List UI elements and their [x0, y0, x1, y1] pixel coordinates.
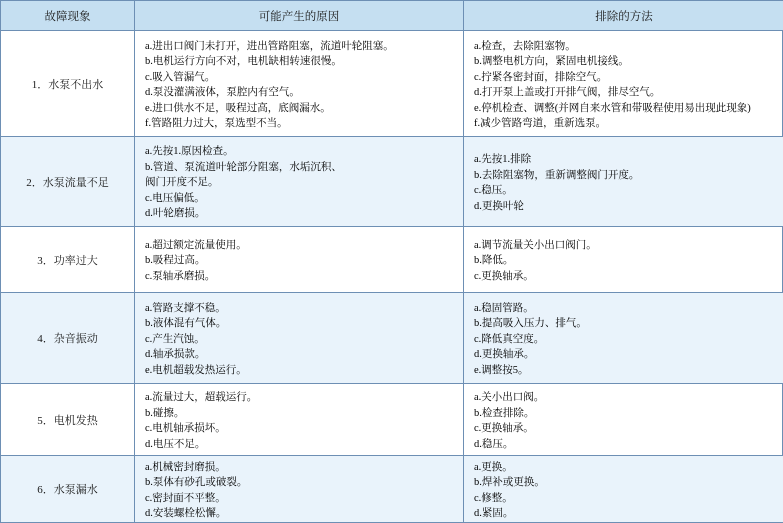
header-fault: 故障现象 — [1, 1, 135, 31]
list-item: c.更换轴承。 — [474, 423, 534, 434]
list-item: a.进出口阀门未打开，进出管路阻塞，流道叶轮阻塞。 — [145, 40, 394, 52]
list-item: b.液体混有气体。 — [145, 318, 227, 330]
list-item: b.降低。 — [474, 255, 514, 267]
list-item: c.密封面不平整。 — [145, 492, 226, 504]
causes-cell — [135, 137, 464, 227]
list-item: b.吸程过高。 — [145, 255, 206, 267]
list-item: a.先按1.排除 — [474, 154, 532, 165]
fixes-cell — [464, 31, 783, 137]
list-item: b.电机运行方向不对，电机缺相转速很慢。 — [145, 56, 342, 67]
fixes-cell — [464, 456, 783, 522]
list-item: b.提高吸入压力、排气。 — [474, 318, 587, 330]
fault-cell: 4．杂音振动 — [1, 293, 135, 384]
list-item: a.管路支撑不稳。 — [145, 302, 226, 314]
list-item: d.稳压。 — [474, 438, 514, 450]
list-item: d.叶轮磨损。 — [145, 208, 206, 220]
fixes-cell — [464, 227, 783, 293]
list-item: b.泵体有砂孔或破裂。 — [145, 477, 248, 488]
list-item: d.打开泵上盖或打开排气阀，排尽空气。 — [474, 87, 661, 98]
list-item: c.电压偏低。 — [145, 192, 205, 204]
list-item: c.电机轴承损坏。 — [145, 423, 226, 434]
list-item: d.更换叶轮 — [474, 200, 524, 212]
fault-cell: 2．水泵流量不足 — [1, 137, 135, 227]
causes-cell — [135, 227, 464, 293]
list-item: 阀门开度不足。 — [145, 177, 219, 189]
header-fixes: 排除的方法 — [464, 1, 783, 31]
list-item: d.电压不足。 — [145, 438, 206, 450]
fault-cell: 3．功率过大 — [1, 227, 135, 293]
header-causes: 可能产生的原因 — [135, 1, 464, 31]
list-item: c.泵轴承磨损。 — [145, 270, 216, 282]
list-item: c.拧紧各密封面，排除空气。 — [474, 71, 608, 83]
fixes-cell — [464, 137, 783, 227]
list-item: a.流量过大，超载运行。 — [145, 392, 258, 403]
list-item: e.进口供水不足，吸程过高，底阀漏水。 — [145, 102, 331, 114]
list-item: b.去除阻塞物，重新调整阀门开度。 — [474, 169, 640, 181]
list-item: b.管道、泵流道叶轮部分阻塞，水垢沉积、 — [145, 161, 342, 173]
list-item: f.管路阻力过大，泵选型不当。 — [145, 118, 288, 129]
list-item: b.检查排除。 — [474, 407, 535, 419]
fault-cell: 6．水泵漏水 — [1, 456, 135, 522]
causes-cell — [135, 293, 464, 384]
list-item: a.调节流量关小出口阀门。 — [474, 239, 597, 251]
list-item: a.关小出口阀。 — [474, 392, 545, 403]
list-item: c.修整。 — [474, 492, 513, 504]
list-item: a.稳固管路。 — [474, 302, 534, 314]
list-item: e.电机超载发热运行。 — [145, 364, 247, 376]
list-item: a.机械密封磨损。 — [145, 461, 226, 473]
list-item: f.减少管路弯道，重新选泵。 — [474, 118, 607, 129]
list-item: d.紧固。 — [474, 508, 514, 519]
list-item: c.更换轴承。 — [474, 270, 534, 282]
list-item: c.降低真空度。 — [474, 333, 545, 345]
fixes-cell — [464, 384, 783, 456]
list-item: a.检查，去除阻塞物。 — [474, 40, 576, 52]
fault-cell: 1．水泵不出水 — [1, 31, 135, 137]
list-item: b.调整电机方向，紧固电机接线。 — [474, 56, 629, 67]
list-item: c.产生汽蚀。 — [145, 333, 205, 345]
list-item: d.轴承损款。 — [145, 349, 206, 361]
list-item: c.吸入管漏气。 — [145, 71, 216, 83]
causes-cell — [135, 456, 464, 522]
list-item: d.泵没灌满液体，泵腔内有空气。 — [145, 87, 300, 98]
list-item: b.焊补或更换。 — [474, 477, 545, 488]
causes-cell — [135, 31, 464, 137]
fault-cell: 5．电机发热 — [1, 384, 135, 456]
list-item: e.调整按5。 — [474, 364, 529, 376]
fixes-cell — [464, 293, 783, 384]
list-item: d.安装螺栓松懈。 — [145, 508, 227, 519]
causes-cell — [135, 384, 464, 456]
list-item: a.更换。 — [474, 461, 513, 473]
list-item: d.更换轴承。 — [474, 349, 535, 361]
list-item: e.停机检查、调整(并网自来水管和带吸程使用易出现此现象) — [474, 102, 751, 114]
list-item: a.超过额定流量使用。 — [145, 239, 247, 251]
list-item: b.碰擦。 — [145, 407, 185, 419]
list-item: a.先按1.原因检查。 — [145, 146, 234, 158]
list-item: c.稳压。 — [474, 185, 513, 196]
